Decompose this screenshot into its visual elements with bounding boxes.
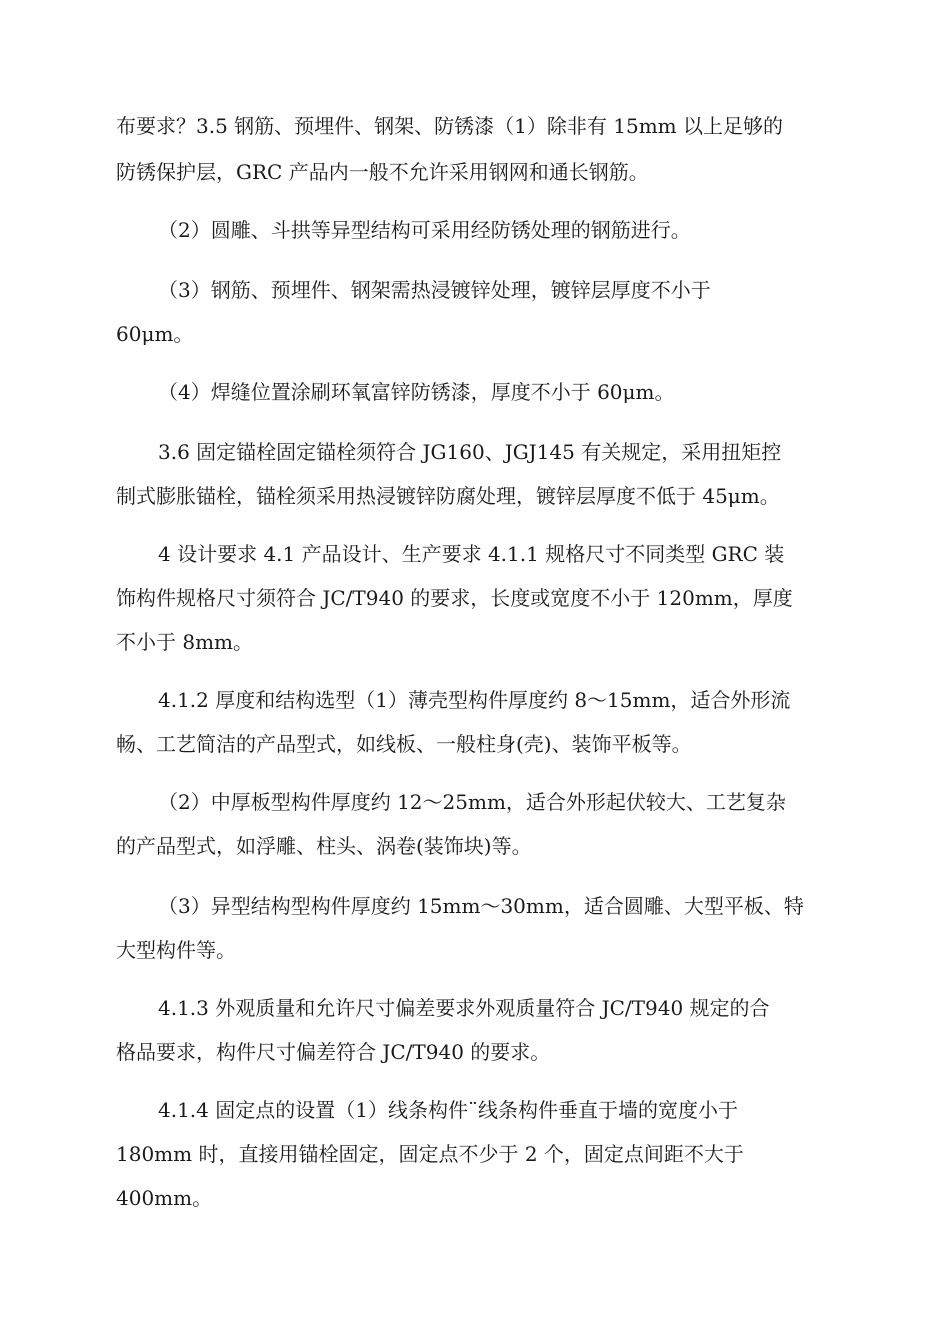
text-line: 大型构件等。 (116, 938, 236, 962)
text-line: （3）钢筋、预埋件、钢架需热浸镀锌处理，镀锌层厚度不小于 (158, 278, 711, 302)
text-line: 的产品型式，如浮雕、柱头、涡卷(装饰块)等。 (116, 834, 532, 858)
text-line: 制式膨胀锚栓，锚栓须采用热浸镀锌防腐处理，镀锌层厚度不低于 45μm。 (116, 484, 780, 508)
text-line: 60μm。 (116, 322, 194, 346)
text-line: 3.6 固定锚栓固定锚栓须符合 JG160、JGJ145 有关规定，采用扭矩控 (158, 440, 782, 464)
text-line: 布要求？3.5 钢筋、预埋件、钢架、防锈漆（1）除非有 15mm 以上足够的 (116, 114, 783, 138)
text-line: 防锈保护层，GRC 产品内一般不允许采用钢网和通长钢筋。 (116, 160, 649, 184)
text-line: 不小于 8mm。 (116, 630, 254, 654)
text-line: （4）焊缝位置涂刷环氧富锌防锈漆，厚度不小于 60μm。 (158, 380, 675, 404)
text-line: 4.1.3 外观质量和允许尺寸偏差要求外观质量符合 JC/T940 规定的合 (158, 996, 770, 1020)
text-line: （2）圆雕、斗拱等异型结构可采用经防锈处理的钢筋进行。 (158, 218, 691, 242)
text-line: 4.1.2 厚度和结构选型（1）薄壳型构件厚度约 8～15mm，适合外形流 (158, 688, 791, 712)
text-line: 格品要求，构件尺寸偏差符合 JC/T940 的要求。 (116, 1040, 551, 1064)
text-line: 180mm 时，直接用锚栓固定，固定点不少于 2 个，固定点间距不大于 (116, 1142, 744, 1166)
text-line: 4 设计要求 4.1 产品设计、生产要求 4.1.1 规格尺寸不同类型 GRC 装 (158, 542, 785, 566)
text-line: （3）异型结构型构件厚度约 15mm～30mm，适合圆雕、大型平板、特 (158, 894, 804, 918)
text-line: 饰构件规格尺寸须符合 JC/T940 的要求，长度或宽度不小于 120mm，厚度 (116, 586, 793, 610)
text-line: 4.1.4 固定点的设置（1）线条构件¨线条构件垂直于墙的宽度小于 (158, 1098, 738, 1122)
text-line: 畅、工艺简洁的产品型式，如线板、一般柱身(壳)、装饰平板等。 (116, 732, 692, 756)
text-line: （2）中厚板型构件厚度约 12～25mm，适合外形起伏较大、工艺复杂 (158, 790, 786, 814)
text-line: 400mm。 (116, 1186, 213, 1210)
